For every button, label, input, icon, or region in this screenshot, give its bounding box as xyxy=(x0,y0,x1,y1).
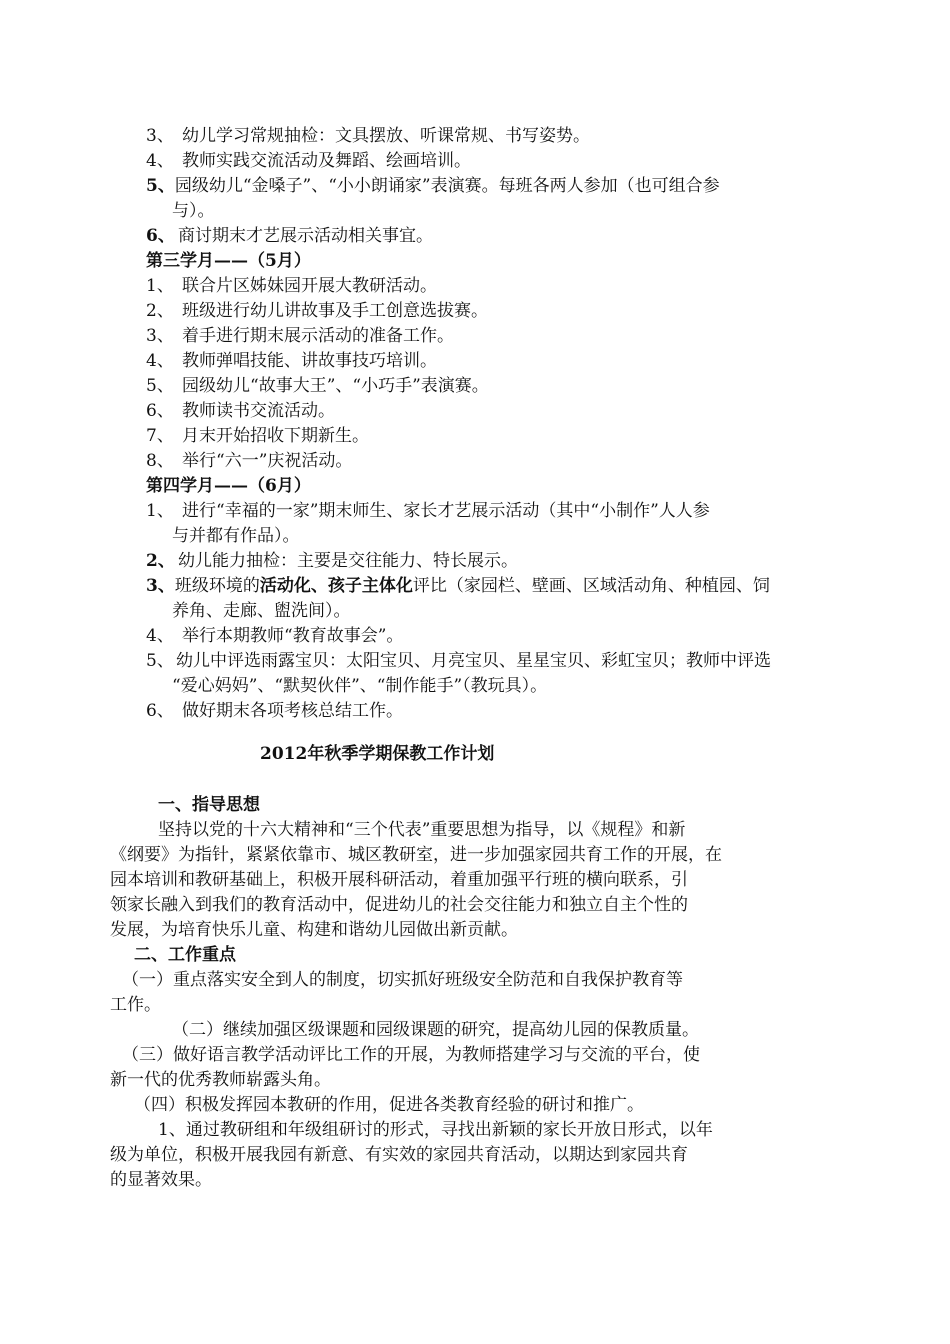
paragraph-line: 1、通过教研组和年级组研讨的形式，寻找出新颖的家长开放日形式，以年 xyxy=(158,1120,713,1140)
item-text: 联合片区姊妹园开展大教研活动。 xyxy=(182,276,437,296)
item-text: 教师实践交流活动及舞蹈、绘画培训。 xyxy=(182,151,471,171)
paragraph-line: 的显著效果。 xyxy=(110,1170,212,1190)
list-item-continuation: 与）。 xyxy=(172,201,215,221)
item-number: 5、 xyxy=(146,176,175,196)
list-item-continuation: 养角、走廊、盥洗间）。 xyxy=(172,601,351,621)
item-number: 6、 xyxy=(146,401,174,421)
item-text: 班级环境的 xyxy=(174,576,260,596)
list-item xyxy=(146,174,720,198)
item-text: 幼儿学习常规抽检：文具摆放、听课常规、书写姿势。 xyxy=(182,126,590,146)
item-number: 6、 xyxy=(146,226,175,246)
month-heading: 第三学月——（5月） xyxy=(146,251,311,271)
document-title: 2012年秋季学期保教工作计划 xyxy=(260,744,495,764)
item-text: 园级幼儿“故事大王”、“小巧手”表演赛。 xyxy=(182,376,489,396)
item-number: 3、 xyxy=(146,576,175,596)
list-item xyxy=(146,624,403,648)
item-text: 举行“六一”庆祝活动。 xyxy=(182,451,353,471)
item-number: 5、 xyxy=(146,651,174,671)
paragraph-line: 《纲要》为指针，紧紧依靠市、城区教研室，进一步加强家园共育工作的开展，在 xyxy=(110,845,722,865)
item-number: 8、 xyxy=(146,451,174,471)
item-text: 进行“幸福的一家”期末师生、家长才艺展示活动（其中“小制作”人人参 xyxy=(182,501,710,521)
paragraph-line: 园本培训和教研基础上，积极开展科研活动，着重加强平行班的横向联系，引 xyxy=(110,870,688,890)
list-item xyxy=(146,424,369,448)
list-item-continuation: “爱心妈妈”、“默契伙伴”、“制作能手”（教玩具）。 xyxy=(172,676,548,696)
paragraph-line: 新一代的优秀教师崭露头角。 xyxy=(110,1070,331,1090)
item-text: 着手进行期末展示活动的准备工作。 xyxy=(182,326,454,346)
item-text: 教师读书交流活动。 xyxy=(182,401,335,421)
list-item xyxy=(146,124,590,148)
item-number: 1、 xyxy=(146,501,174,521)
list-item-continuation: 与并都有作品）。 xyxy=(172,526,300,546)
list-item xyxy=(146,299,488,323)
list-item xyxy=(146,574,770,598)
paragraph-line: 发展，为培育快乐儿童、构建和谐幼儿园做出新贡献。 xyxy=(110,920,518,940)
item-number: 5、 xyxy=(146,376,174,396)
item-text: 月末开始招收下期新生。 xyxy=(182,426,369,446)
list-item xyxy=(146,649,771,673)
item-text: 做好期末各项考核总结工作。 xyxy=(182,701,403,721)
item-text: 班级进行幼儿讲故事及手工创意选拔赛。 xyxy=(182,301,488,321)
section-heading: 一、指导思想 xyxy=(158,795,260,815)
item-number: 3、 xyxy=(146,126,174,146)
item-number: 7、 xyxy=(146,426,174,446)
list-item xyxy=(146,349,437,373)
list-item xyxy=(146,149,471,173)
paragraph-line: （一）重点落实安全到人的制度，切实抓好班级安全防范和自我保护教育等 xyxy=(122,970,683,990)
section-heading: 二、工作重点 xyxy=(134,945,236,965)
item-number: 4、 xyxy=(146,151,174,171)
item-text: 幼儿能力抽检：主要是交往能力、特长展示。 xyxy=(178,551,518,571)
list-item xyxy=(146,374,489,398)
paragraph-line: （四）积极发挥园本教研的作用，促进各类教育经验的研讨和推广。 xyxy=(134,1095,644,1115)
item-number: 3、 xyxy=(146,326,174,346)
item-text: 教师弹唱技能、讲故事技巧培训。 xyxy=(182,351,437,371)
item-number: 1、 xyxy=(146,276,174,296)
paragraph-line: （二）继续加强区级课题和园级课题的研究，提高幼儿园的保教质量。 xyxy=(172,1020,699,1040)
item-number: 4、 xyxy=(146,351,174,371)
list-item xyxy=(146,399,335,423)
paragraph-line: （三）做好语言教学活动评比工作的开展，为教师搭建学习与交流的平台，使 xyxy=(122,1045,700,1065)
item-text: 举行本期教师“教育故事会”。 xyxy=(182,626,404,646)
list-item xyxy=(146,224,433,248)
item-number: 2、 xyxy=(146,301,174,321)
list-item xyxy=(146,549,518,573)
paragraph-line: 级为单位，积极开展我园有新意、有实效的家园共育活动，以期达到家园共育 xyxy=(110,1145,688,1165)
list-item xyxy=(146,499,710,523)
month-heading: 第四学月——（6月） xyxy=(146,476,311,496)
paragraph-line: 工作。 xyxy=(110,995,161,1015)
list-item xyxy=(146,449,352,473)
item-number: 6、 xyxy=(146,701,174,721)
list-item xyxy=(146,324,454,348)
item-text-bold: 活动化、孩子主体化 xyxy=(259,576,413,596)
item-text: 园级幼儿“金嗓子”、“小小朗诵家”表演赛。每班各两人参加（也可组合参 xyxy=(174,176,720,196)
item-text: 商讨期末才艺展示活动相关事宜。 xyxy=(178,226,433,246)
item-number: 4、 xyxy=(146,626,174,646)
paragraph-line: 坚持以党的十六大精神和“三个代表”重要思想为指导，以《规程》和新 xyxy=(158,820,686,840)
list-item xyxy=(146,274,437,298)
item-text: 幼儿中评选雨露宝贝：太阳宝贝、月亮宝贝、星星宝贝、彩虹宝贝；教师中评选 xyxy=(176,651,771,671)
list-item xyxy=(146,699,403,723)
paragraph-line: 领家长融入到我们的教育活动中，促进幼儿的社会交往能力和独立自主个性的 xyxy=(110,895,688,915)
item-text: 评比（家园栏、壁画、区域活动角、种植园、饲 xyxy=(412,576,770,596)
item-number: 2、 xyxy=(146,551,175,571)
